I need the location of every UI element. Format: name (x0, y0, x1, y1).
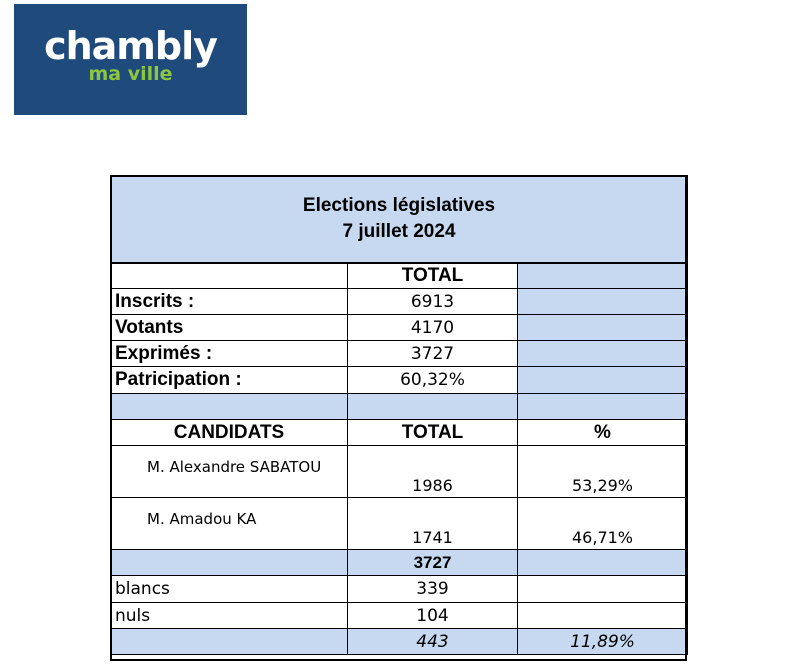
candidates-pct-header: % (518, 420, 688, 446)
other-total: 443 (348, 629, 518, 655)
row-label: Votants (111, 315, 348, 341)
candidate-pct: 53,29% (518, 446, 688, 498)
row-label: Inscrits : (111, 289, 348, 315)
row-label: Exprimés : (111, 341, 348, 367)
candidates-header: CANDIDATS (111, 420, 348, 446)
row-value: 3727 (348, 341, 518, 367)
row-value: 6913 (348, 289, 518, 315)
candidate-name: M. Amadou KA (111, 498, 348, 550)
row-value: 60,32% (348, 367, 518, 394)
logo-main-text: chambly (44, 24, 217, 68)
row-label: nuls (111, 603, 348, 629)
title-line-1: Elections législatives (302, 194, 496, 216)
candidate-total: 1986 (348, 446, 518, 498)
candidates-total-header: TOTAL (348, 420, 518, 446)
row-label: Patricipation : (111, 367, 348, 394)
logo-sub-text: ma ville (88, 63, 173, 85)
row-value: 4170 (348, 315, 518, 341)
candidate-total: 1741 (348, 498, 518, 550)
other-pct: 11,89% (518, 629, 688, 655)
candidates-sum: 3727 (348, 550, 518, 576)
summary-total-header: TOTAL (348, 263, 518, 289)
candidate-pct: 46,71% (518, 498, 688, 550)
row-value: 104 (348, 603, 518, 629)
row-value: 339 (348, 576, 518, 603)
chambly-logo (14, 4, 247, 115)
table-frame (110, 175, 687, 661)
title-line-2: 7 juillet 2024 (342, 220, 456, 242)
candidate-name: M. Alexandre SABATOU (111, 446, 348, 498)
row-label: blancs (111, 576, 348, 603)
